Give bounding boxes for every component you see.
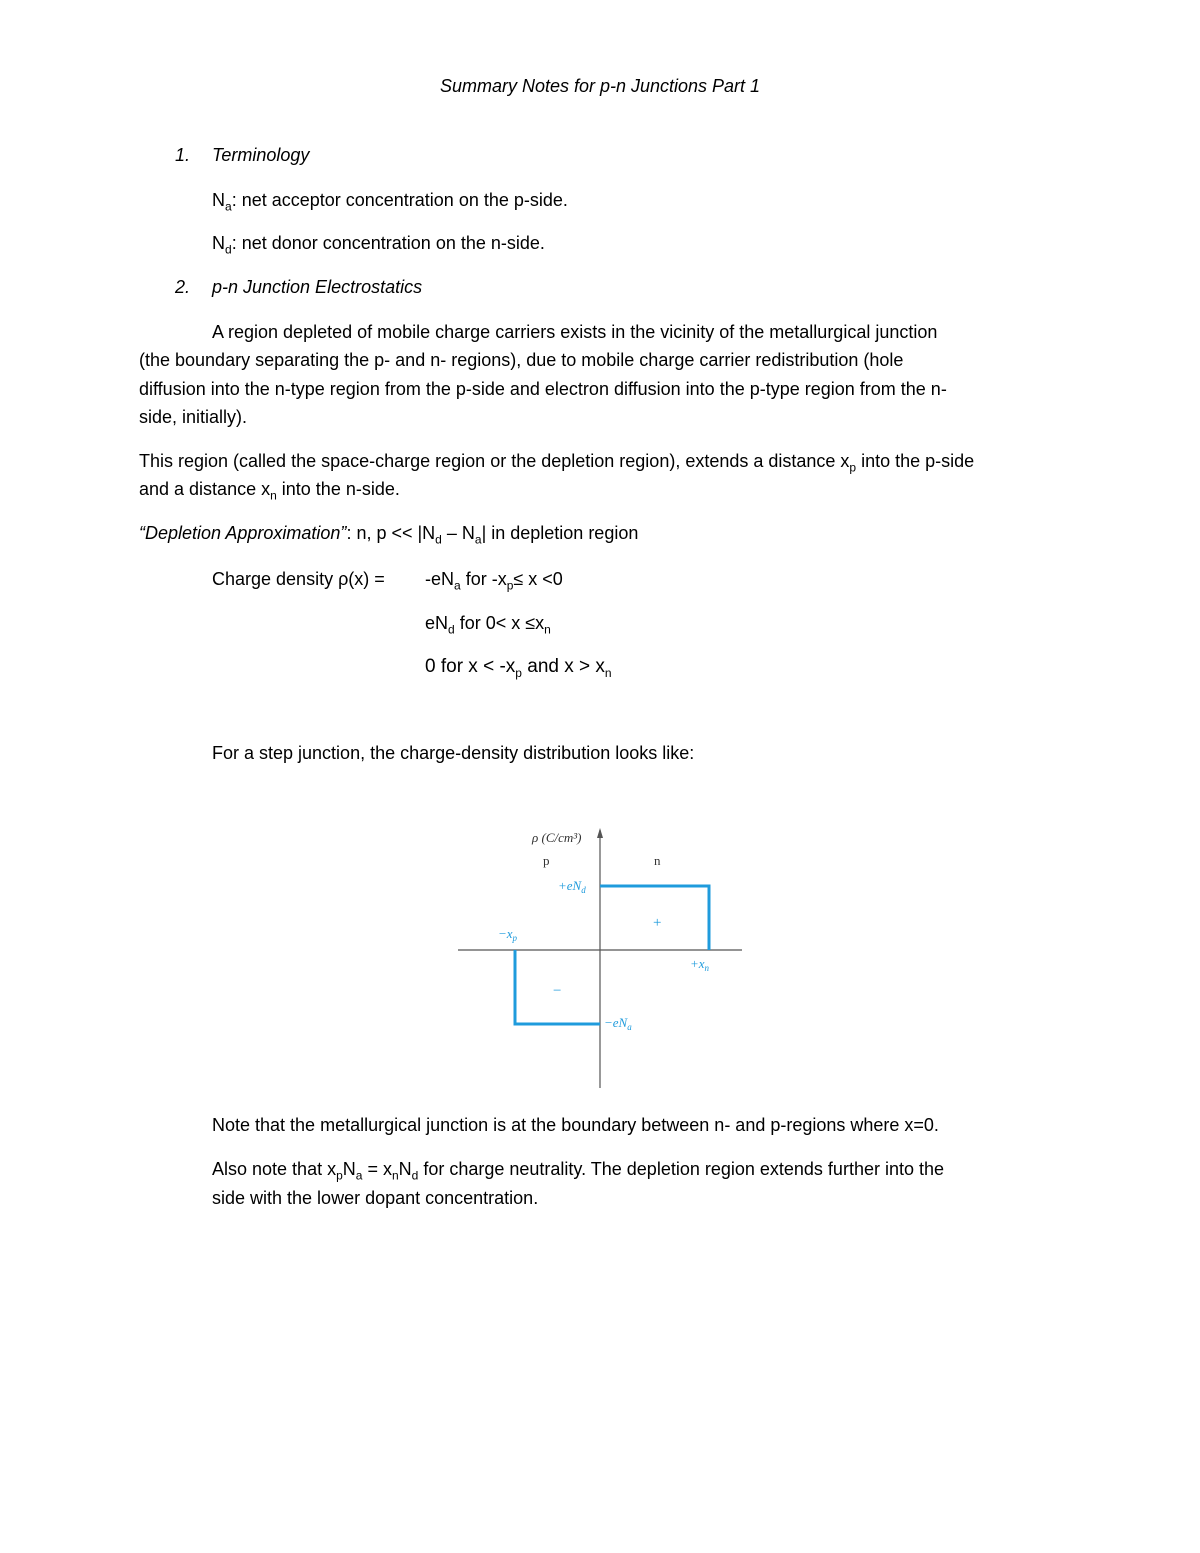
section-2-number: 2. bbox=[175, 277, 191, 297]
charge-density-case1: $-eN_a$ for $-x_p\le x <0$ bbox=[425, 569, 563, 593]
para1-line4: side, initially). bbox=[139, 407, 248, 427]
note-metallurgical-junction: Note that the metallurgical junction is at the boundary between n- and p-regions where x=0. bbox=[212, 1115, 939, 1135]
n-region-label: n bbox=[654, 853, 661, 868]
para1-line1: A region depleted of mobile charge carriers exists in the vicinity of the metallurgical junction bbox=[212, 322, 938, 342]
charge-density-figure bbox=[450, 820, 750, 1092]
charge-density-case3: 0 for $x < -x_p$ and $x > x_n$ bbox=[425, 656, 612, 680]
neg-xp-label: $-x_p$ bbox=[498, 926, 518, 943]
plus-end-label: $+eN_d$ bbox=[558, 878, 586, 895]
charge-density-label: Charge density ρ(x) = bbox=[212, 569, 385, 589]
para2-line2: and a distance $x_n$ into the n-side. bbox=[139, 479, 400, 503]
charge-density-case2: $eN_d$ for $0< x \le x_n$ bbox=[425, 613, 551, 637]
pos-xn-label: $+x_n$ bbox=[690, 956, 710, 973]
para1-line2: (the boundary separating the p- and n- regions), due to mobile charge carrier redistribution (hole bbox=[139, 350, 904, 370]
section-2-heading: p-n Junction Electrostatics bbox=[212, 277, 423, 297]
page-title: Summary Notes for p-n Junctions Part 1 bbox=[439, 76, 761, 96]
plus-sign: + bbox=[653, 915, 662, 931]
y-axis-arrow bbox=[597, 828, 603, 838]
y-axis-label: ρ (C/cm³) bbox=[532, 830, 582, 845]
section-1-heading: Terminology bbox=[212, 145, 310, 165]
minus-sign: − bbox=[553, 983, 562, 999]
minus-end-label: $-eN_a$ bbox=[604, 1015, 632, 1032]
para1-line3: diffusion into the n-type region from the p-side and electron diffusion into the p-type region from the n- bbox=[139, 379, 947, 399]
depletion-approximation: “Depletion Approximation”: n, $p << |N_d - N_a|$ in depletion region bbox=[139, 523, 639, 547]
section-1-number: 1. bbox=[175, 145, 191, 165]
step-junction-intro: For a step junction, the charge-density distribution looks like: bbox=[212, 743, 695, 763]
p-region-label: p bbox=[543, 853, 550, 868]
para2-line1: This region (called the space-charge region or the depletion region), extends a distance $x_p$ into the p-side bbox=[139, 451, 975, 475]
term-na: $N_a$: net acceptor concentration on the p-side. bbox=[212, 190, 568, 214]
term-nd: $N_d$: net donor concentration on the n-side. bbox=[212, 233, 545, 257]
note-charge-neutrality-line2: side with the lower dopant concentration. bbox=[212, 1188, 539, 1208]
note-charge-neutrality-line1: Also note that $x_pN_a = x_nN_d$ for charge neutrality. The depletion region extends further into the bbox=[212, 1159, 944, 1183]
